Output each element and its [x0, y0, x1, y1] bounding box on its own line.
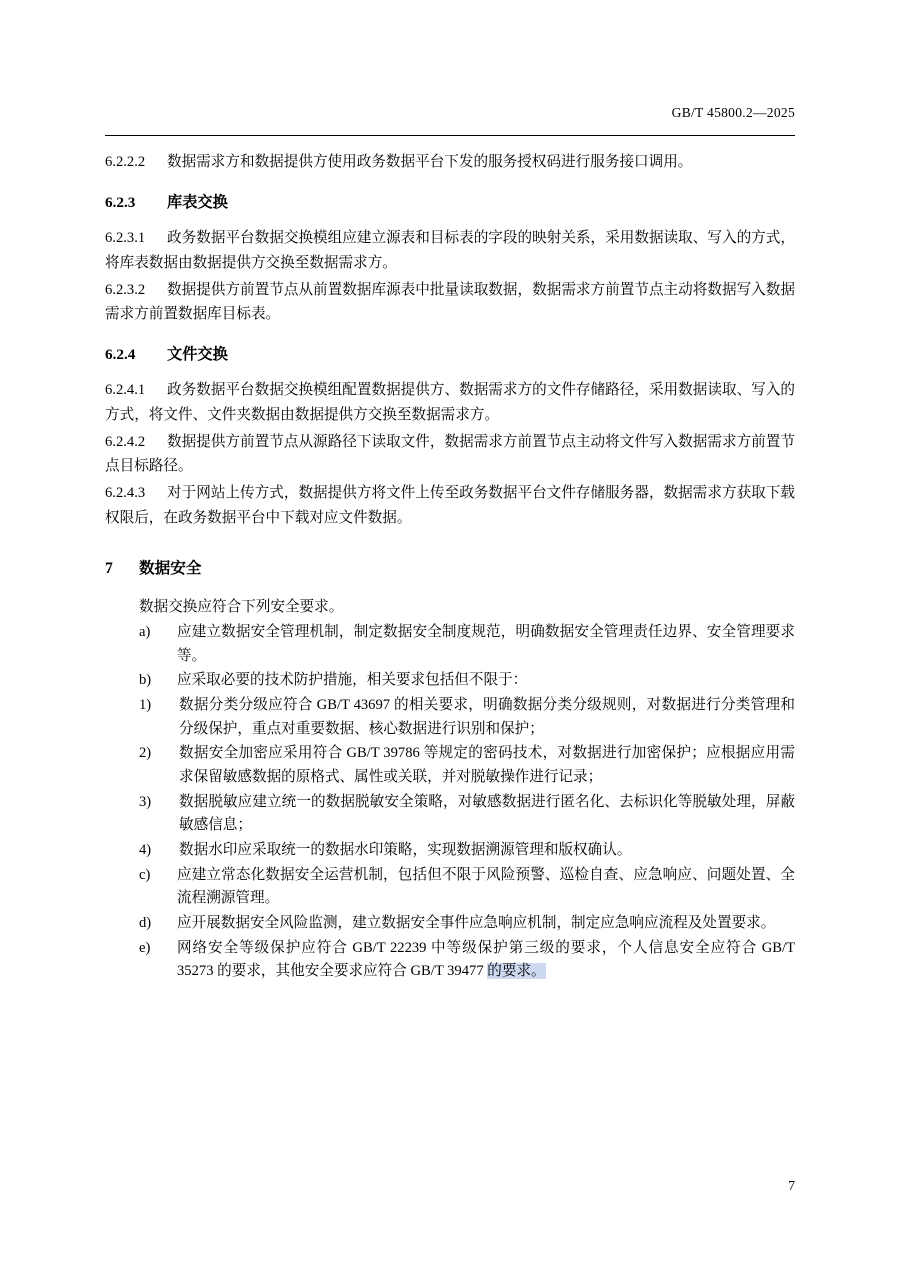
- sublist-item-3: [139, 791, 795, 838]
- sublist-marker: 4): [139, 841, 152, 858]
- sublist-marker: 1): [139, 697, 152, 714]
- list-text: 应建立数据安全管理机制，制定数据安全制度规范，明确数据安全管理责任边界、安全管理要求等。: [177, 624, 795, 664]
- clause-6-2-2-2: [105, 150, 795, 175]
- heading-number: 6.2.4: [105, 345, 136, 363]
- standard-number: GB/T 45800.2—2025: [671, 105, 795, 120]
- list-text-main: 网络安全等级保护应符合 GB/T 22239 中等级保护第三级的要求，个人信息安全应符合 GB/T 35273 的要求，其他安全要求应符合 GB/T 39477 的要求。: [177, 939, 795, 980]
- clause-number: 6.2.4.1: [105, 382, 146, 399]
- clause-6-2-4-1: [105, 378, 795, 427]
- list-item-b: [139, 669, 795, 693]
- text-selection-highlight[interactable]: 的要求。: [487, 963, 546, 980]
- technical-measures-sublist: [139, 694, 795, 862]
- clause-6-2-4-2: [105, 430, 795, 479]
- list-item-c: [139, 864, 795, 911]
- heading-7: [105, 556, 795, 581]
- clause-text: 数据需求方和数据提供方使用政务数据平台下发的服务授权码进行服务接口调用。: [167, 153, 693, 170]
- page-content: [105, 105, 795, 985]
- heading-number: 7: [105, 560, 113, 578]
- clause-number: 6.2.4.3: [105, 485, 146, 502]
- list-marker: e): [139, 939, 151, 956]
- list-marker: b): [139, 672, 152, 689]
- sublist-marker: 2): [139, 745, 152, 762]
- list-text: 应采取必要的技术防护措施，相关要求包括但不限于：: [177, 672, 528, 689]
- clause-text: 对于网站上传方式，数据提供方将文件上传至政务数据平台文件存储服务器，数据需求方获取下载权限后，在政务数据平台中下载对应文件数据。: [105, 484, 795, 526]
- clause-text: 数据提供方前置节点从前置数据库源表中批量读取数据，数据需求方前置节点主动将数据写入数据需求方前置数据库目标表。: [105, 280, 795, 323]
- heading-6-2-4: [105, 343, 795, 368]
- list-item-a: [139, 621, 795, 668]
- header-rule: [105, 135, 795, 136]
- clause-6-2-3-2: [105, 278, 795, 327]
- list-marker: a): [139, 624, 151, 641]
- sublist-text: 数据水印应采取统一的数据水印策略，实现数据溯源管理和版权确认。: [179, 841, 632, 858]
- clause-text: 政务数据平台数据交换模组应建立源表和目标表的字段的映射关系，采用数据读取、写入的方式，将库表数据由数据提供方交换至数据需求方。: [105, 229, 795, 271]
- heading-6-2-3: [105, 191, 795, 216]
- list-marker: d): [139, 914, 152, 931]
- list-text: 应开展数据安全风险监测，建立数据安全事件应急响应机制，制定应急响应流程及处置要求。: [177, 914, 776, 931]
- clause-number: 6.2.2.2: [105, 154, 146, 170]
- sublist-text: 数据安全加密应采用符合 GB/T 39786 等规定的密码技术，对数据进行加密保护；应根据应用需求保留敏感数据的原格式、属性或关联，并对脱敏操作进行记录；: [179, 745, 795, 786]
- heading-number: 6.2.3: [105, 193, 136, 211]
- list-text: [177, 937, 795, 984]
- clause-text: 数据提供方前置节点从源路径下读取文件，数据需求方前置节点主动将文件写入数据需求方前置节点目标路径。: [105, 432, 795, 475]
- sublist-marker: 3): [139, 793, 152, 810]
- heading-title: 数据安全: [139, 560, 202, 578]
- sublist-text: 数据脱敏应建立统一的数据脱敏安全策略，对敏感数据进行匿名化、去标识化等脱敏处理，屏蔽敏感信息；: [179, 793, 795, 834]
- list-text: 应建立常态化数据安全运营机制，包括但不限于风险预警、巡检自查、应急响应、问题处置、全流程溯源管理。: [177, 866, 795, 907]
- list-item-e: [139, 937, 795, 984]
- clause-text: 政务数据平台数据交换模组配置数据提供方、数据需求方的文件存储路径，采用数据读取、写入的方式，将文件、文件夹数据由数据提供方交换至数据需求方。: [105, 381, 795, 424]
- heading-title: 文件交换: [167, 345, 228, 363]
- page-number: 7: [788, 1178, 795, 1193]
- security-requirements-list: [139, 621, 795, 984]
- clause-6-2-3-1: [105, 226, 795, 275]
- page-header: [105, 105, 795, 131]
- clause-6-2-4-3: [105, 481, 795, 530]
- sublist-item-1: [139, 694, 795, 741]
- sublist-item-2: [139, 742, 795, 789]
- sublist-item-4: [139, 839, 795, 863]
- section-7-intro: 数据交换应符合下列安全要求。: [139, 598, 344, 615]
- clause-number: 6.2.3.1: [105, 230, 146, 247]
- clause-number: 6.2.3.2: [105, 281, 146, 298]
- heading-title: 库表交换: [167, 193, 228, 211]
- sublist-text: 数据分类分级应符合 GB/T 43697 的相关要求，明确数据分类分级规则，对数据进行分类管理和分级保护，重点对重要数据、核心数据进行识别和保护；: [179, 697, 795, 737]
- list-item-d: [139, 912, 795, 936]
- clause-number: 6.2.4.2: [105, 433, 146, 450]
- list-marker: c): [139, 866, 151, 883]
